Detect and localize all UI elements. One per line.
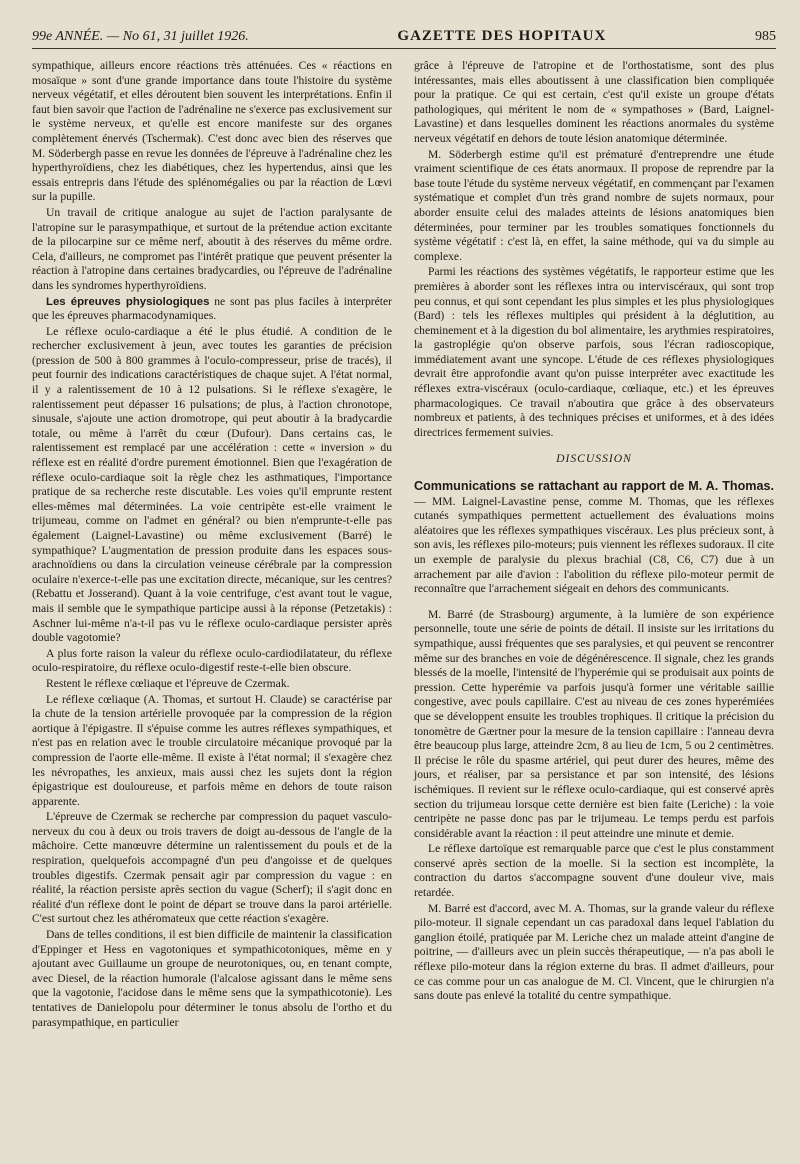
journal-title: GAZETTE DES HOPITAUX: [397, 28, 607, 44]
left-column: [32, 59, 392, 1149]
paragraph: Parmi les réactions des systèmes végétatifs, le rapporteur estime que les premières à aborder sont les réflexes intra ou interviscéraux, qui sont trop peu connus, et qui sont cependant les plus simples et les plus physiologiques (Bard) : tels les réflexes multiples qui président à la déglutition, au cheminement et à la digestion du bol alimentaire, les arythmies respiratoires, la gastroplégie qu'on observe parfois, sous l'écran radioscopique, immédiatement avant une syncope. L'étude de ces réflexes physiologiques devrait être approfondie avant qu'on puisse interpréter avec exactitude les réflexes extra-viscéraux (oculo-cardiaque, cœliaque, etc.) et les épreuves pharmacologiques. Ce travail n'aboutira que grâce à des observateurs nombreux et patients, à des techniques précises et uniformes, et à des idées directrices fermement suivies.: [414, 265, 774, 439]
spacer: [414, 598, 774, 608]
paragraph-text: ne sont pas plus faciles à interpréter que les épreuves pharmacodynamiques.: [32, 294, 392, 323]
subheading: Les épreuves physiologiques: [46, 295, 210, 308]
paragraph: M. Söderbergh estime qu'il est prématuré d'entreprendre une étude vraiment scientifique de ces états anormaux. Il propose de reprendre par la base toute l'étude du système nerveux végétatif, en commençant par l'examen systématique et complet d'un très grand nombre de sujets normaux, pour aborder ensuite celui des malades atteints de lésions anatomiques bien déterminées, pour terminer par les troubles somatiques fonctionnels du système végétatif : c'est là, en effet, la saine méthode, qui va du simple au complexe.: [414, 147, 774, 263]
paragraph: [414, 479, 774, 597]
paragraph: Dans de telles conditions, il est bien difficile de maintenir la classification d'Eppinger et Hess en vagotoniques et sympathicotoniques, même en y ajoutant avec Guillaume un groupe de neurotoniques, ou, en tenant compte, avec Diesel, de la réaction humorale (l'alcalose agissant dans le même sens que la vagotonie, l'acidose dans le même sens que la sympathicotonie). Les tentatives de Danielopolu pour déterminer le tonus absolu de l'ortho et du parasympathique, en particulier: [32, 928, 392, 1029]
paragraph: A plus forte raison la valeur du réflexe oculo-cardiodilatateur, du réflexe oculo-respiratoire, du réflexe oculo-digestif reste-t-elle bien obscure.: [32, 646, 392, 675]
issue-info: 99e ANNÉE. — No 61, 31 juillet 1926.: [32, 29, 249, 44]
paragraph: Un travail de critique analogue au sujet de l'action paralysante de l'atropine sur le parasympathique, et surtout de la prétendue action excitante de la pilocarpine sur ce même nerf, aboutit à des réserves du même ordre. Cela, d'ailleurs, ne compromet pas l'intérêt pratique que peuvent présenter la réaction à l'atropine dans certaines bradycardies, ou l'épreuve de l'adrénaline dans les syndromes hyperthyroïdiens.: [32, 205, 392, 292]
right-column: [414, 59, 774, 1149]
paragraph: M. Barré (de Strasbourg) argumente, à la lumière de son expérience personnelle, toute une série de points de détail. Il insiste sur les irritations du sympathique, aussi fréquentes que ses paralysies, et qui peuvent se rencontrer même sur des branches en voie de dégénérescence. Il signale, chez les grands blessés de la moelle, l'intensité de l'hyperémie qui se produisait aux points de pression. Cette hyperémie va parfois jusqu'à former une véritable saillie congestive, avec pouls capillaire. C'est au niveau de ces zones hyperémiées que se développent ensuite les troubles trophiques. Il critique la précision du tonomètre de Gærtner pour la mesure de la tension capillaire : l'anneau devra être beaucoup plus large, atteindre 2cm, 8 au lieu de 1cm, 5 ou 2 centimètres. Il précise le rôle du spasme artériel, qui peut durer des heures, même des jours, et réaliser, par sa persistance et par son intensité, des lésions ischémiques. Il revient sur le réflexe oculo-cardiaque, qui est conservé après section du trijumeau lorsque cette dernière est bien faite (Leriche) : la voie centripète ne passe donc pas par le trijumeau. Le temps perdu est parfois considérable avant la réaction : il peut atteindre une minute et demie.: [414, 607, 774, 840]
paragraph: grâce à l'épreuve de l'atropine et de l'orthostatisme, sont des plus intéressantes, mais elles aboutissent à une classification bien compliquée pour la pratique. Ce qui est certain, c'est qu'il existe un groupe d'états pathologiques, qui méritent le nom de « sympathoses » (Bard, Laignel-Lavastine) et dans lesquelles dominent les réactions anormales du système nerveux végétatif en dehors de toute lésion anatomique déterminée.: [414, 59, 774, 145]
paragraph: Le réflexe oculo-cardiaque a été le plus étudié. A condition de le rechercher exclusivement à jeun, avec toutes les garanties de précision (pression de 500 à 800 grammes à l'oculo-compresseur, prise de tracés), il peut fournir des indications caractéristiques de chaque sujet. A l'état normal, il y a ralentissement de 10 à 12 pulsations. Si le réflexe s'exagère, le ralentissement peut dépasser 16 pulsations; de plus, à l'action chronotope, sinusale, s'ajoute une action dromotrope, qui peut aboutir à la bradycardie totale, ou même à l'arrêt du cœur (Dufour). Dans certains cas, le ralentissement est remplacé par une accélération : cette « inversion » du réflexe est en réalité d'ordre purement émotionnel. Bien que l'exagération de réflexe oculo-cardiaque soit la règle chez les asthmatiques, l'importance pratique de sa recherche reste discutable. Les voies qu'il emprunte restent elles-mêmes mal déterminées. La voie centripète est-elle vraiment le trijumeau, comme on l'admet en général? ou bien n'emprunte-t-elle pas également (Laignel-Lavastine) ou même exclusivement (Barré) le sympathique? L'augmentation de pression produite dans les espaces sous-arachnoïdiens ou dans la circulation veineuse cérébrale par la compression oculaire n'exerce-t-elle pas une excitation directe, mécanique, sur les centres? (Rebattu et Josserand). Quant à la voie centrifuge, c'est avant tout le vague, mais il semble que le sympathique participe aussi à la réponse (Petzetakis) : Aschner lui-même n'a-t-il pas vu le réflexe oculo-cardiaque persister après double vagotomie?: [32, 324, 392, 645]
paragraph: L'épreuve de Czermak se recherche par compression du paquet vasculo-nerveux du cou à deux ou trois travers de doigt au-dessous de l'angle de la mâchoire. Cette manœuvre détermine un ralentissement du pouls et de la respiration, quelquefois accompagné d'un peu d'angoisse et de quelques troubles digestifs. Czermak pensait agir par compression du vague : en réalité, la réaction persiste après section du vague (Scherf); il s'agit donc en réalité d'un réflexe dont le point de départ se trouve dans la paroi artérielle. C'est surtout chez les athéromateux que cette réaction s'exagère.: [32, 810, 392, 926]
paragraph: Le réflexe cœliaque (A. Thomas, et surtout H. Claude) se caractérise par la chute de la tension artérielle provoquée par la compression de la région aortique à l'épigastre. Il s'épuise comme les autres réflexes sympathiques, et n'est pas en relation avec le trouble circulatoire mécanique provoqué par la compression de l'aorte elle-même. Il existe à l'état normal; il s'exagère chez les névropathes, les anxieux, mais aussi chez les sujets dont la région épigastrique est douloureuse, et parfois même en dehors de toute raison apparente.: [32, 692, 392, 808]
page-header: [32, 28, 776, 49]
communication-title: Communications se rattachant au rapport de M. A. Thomas.: [414, 479, 774, 494]
paragraph: sympathique, ailleurs encore réactions très atténuées. Ces « réactions en mosaïque » sont d'une grande importance dans toute l'histoire du système nerveux végétatif, et elles déroutent bien souvent les interprétations. Enfin il faut bien savoir que l'action de l'adrénaline ne s'exerce pas exclusivement sur le système nerveux, et qu'elle est encore manifeste sur des organes complètement énervés (Tschermak). C'est donc avec bien des réserves que M. Söderbergh passe en revue les données de l'épreuve à l'adrénaline chez les hyperthyroïdiens, chez les diabétiques, chez les hypertendus, ainsi que les essais entrepris dans l'étude des splénomégalies ou par la réaction de Lœvi sur la pupille.: [32, 59, 392, 204]
text-columns: [32, 59, 776, 1149]
paragraph: Le réflexe dartoïque est remarquable parce que c'est le plus constamment conservé après section de la moelle. Si la section est incomplète, la contraction du dartos s'accompagne souvent d'une douleur vive, mais retardée.: [414, 842, 774, 900]
paragraph-text: — MM. Laignel-Lavastine pense, comme M. Thomas, que les réflexes cutanés sympathiques permettent actuellement des évaluations moins aléatoires que les réflexes sympathiques viscéraux. Les plus précieux sont, à son avis, les réflexes pilo-moteurs; puis viennent les réflexes sudoraux. Il cite un exemple de paralysie du plexus brachial (C8, C6, C7) due à un arrachement par aile d'avion : l'abolition du réflexe pilo-moteur permit de reconnaître que l'arrachement siégeait en dehors des communicants.: [414, 494, 774, 596]
section-title: DISCUSSION: [556, 452, 632, 466]
page-number: 985: [755, 29, 776, 44]
paragraph: M. Barré est d'accord, avec M. A. Thomas, sur la grande valeur du réflexe pilo-moteur. Il signale cependant un cas paradoxal dans lequel l'ablation du ganglion étoilé, pratiquée par M. Leriche chez un malade atteint d'angine de poitrine, — d'ailleurs avec un plein succès thérapeutique, — n'a pas aboli le réflexe pilo-moteur dans la région externe du bras. Il admet d'ailleurs, pour ce cas comme pour un cas analogue de M. Cl. Vincent, que le chirurgien n'a sans doute pas enlevé la totalité du centre sympathique.: [414, 901, 774, 1003]
paragraph: [32, 295, 392, 324]
paragraph: Restent le réflexe cœliaque et l'épreuve de Czermak.: [46, 676, 290, 690]
